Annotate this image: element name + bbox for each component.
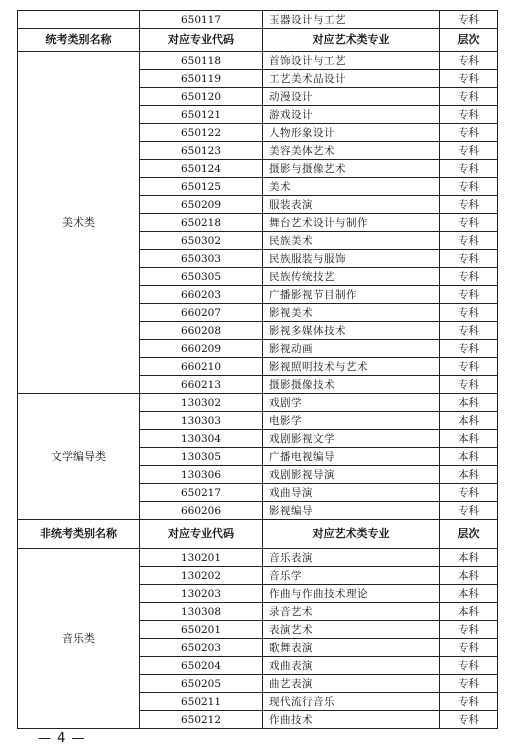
major-code-cell: 660210 xyxy=(140,358,263,376)
major-code-cell: 660206 xyxy=(140,502,263,520)
major-name-cell: 首饰设计与工艺 xyxy=(263,52,440,70)
major-name-cell: 摄影摄像技术 xyxy=(263,376,440,394)
degree-level-cell: 专科 xyxy=(440,232,498,250)
major-name-cell: 人物形象设计 xyxy=(263,124,440,142)
table-header-row xyxy=(18,29,498,52)
header-code: 对应专业代码 xyxy=(140,520,263,549)
major-name-cell: 音乐表演 xyxy=(263,549,440,567)
major-code-cell: 650302 xyxy=(140,232,263,250)
degree-level-cell: 本科 xyxy=(440,549,498,567)
major-name-cell: 美容美体艺术 xyxy=(263,142,440,160)
major-code-cell: 650212 xyxy=(140,711,263,729)
major-name-cell: 影视多媒体技术 xyxy=(263,322,440,340)
major-name-cell: 曲艺表演 xyxy=(263,675,440,693)
category-continuation-cell xyxy=(18,11,140,29)
major-name-cell: 服装表演 xyxy=(263,196,440,214)
major-code-cell: 650201 xyxy=(140,621,263,639)
major-code-cell: 650204 xyxy=(140,657,263,675)
major-code-cell: 130308 xyxy=(140,603,263,621)
category-name-cell: 文学编导类 xyxy=(18,394,140,520)
major-code-cell: 130202 xyxy=(140,567,263,585)
major-name-cell: 音乐学 xyxy=(263,567,440,585)
table-row xyxy=(18,549,498,567)
major-name-cell: 歌舞表演 xyxy=(263,639,440,657)
degree-level-cell: 专科 xyxy=(440,11,498,29)
major-code-cell: 660207 xyxy=(140,304,263,322)
degree-level-cell: 专科 xyxy=(440,160,498,178)
degree-level-cell: 专科 xyxy=(440,693,498,711)
major-code-cell: 660203 xyxy=(140,286,263,304)
major-code-cell: 660213 xyxy=(140,376,263,394)
degree-level-cell: 本科 xyxy=(440,567,498,585)
degree-level-cell: 专科 xyxy=(440,106,498,124)
major-name-cell: 现代流行音乐 xyxy=(263,693,440,711)
major-name-cell: 影视照明技术与艺术 xyxy=(263,358,440,376)
major-code-cell: 650123 xyxy=(140,142,263,160)
degree-level-cell: 专科 xyxy=(440,304,498,322)
degree-level-cell: 专科 xyxy=(440,250,498,268)
major-name-cell: 影视美术 xyxy=(263,304,440,322)
major-code-cell: 650218 xyxy=(140,214,263,232)
degree-level-cell: 专科 xyxy=(440,340,498,358)
major-code-cell: 650203 xyxy=(140,639,263,657)
degree-level-cell: 专科 xyxy=(440,88,498,106)
degree-level-cell: 专科 xyxy=(440,196,498,214)
major-name-cell: 玉器设计与工艺 xyxy=(263,11,440,29)
table-row xyxy=(18,394,498,412)
degree-level-cell: 专科 xyxy=(440,142,498,160)
major-name-cell: 民族美术 xyxy=(263,232,440,250)
degree-level-cell: 本科 xyxy=(440,430,498,448)
degree-level-cell: 本科 xyxy=(440,412,498,430)
degree-level-cell: 专科 xyxy=(440,268,498,286)
degree-level-cell: 专科 xyxy=(440,711,498,729)
major-code-cell: 660208 xyxy=(140,322,263,340)
major-code-cell: 130302 xyxy=(140,394,263,412)
major-name-cell: 电影学 xyxy=(263,412,440,430)
header-major: 对应艺术类专业 xyxy=(263,29,440,52)
degree-level-cell: 专科 xyxy=(440,502,498,520)
degree-level-cell: 专科 xyxy=(440,639,498,657)
major-code-cell: 130306 xyxy=(140,466,263,484)
major-name-cell: 游戏设计 xyxy=(263,106,440,124)
degree-level-cell: 本科 xyxy=(440,466,498,484)
major-name-cell: 广播电视编导 xyxy=(263,448,440,466)
header-major: 对应艺术类专业 xyxy=(263,520,440,549)
major-name-cell: 影视动画 xyxy=(263,340,440,358)
major-name-cell: 美术 xyxy=(263,178,440,196)
degree-level-cell: 本科 xyxy=(440,448,498,466)
major-name-cell: 戏剧学 xyxy=(263,394,440,412)
degree-level-cell: 专科 xyxy=(440,52,498,70)
table-row xyxy=(18,11,498,29)
major-code-cell: 130305 xyxy=(140,448,263,466)
major-name-cell: 广播影视节目制作 xyxy=(263,286,440,304)
major-code-cell: 650217 xyxy=(140,484,263,502)
major-code-cell: 650211 xyxy=(140,693,263,711)
major-code-cell: 650209 xyxy=(140,196,263,214)
degree-level-cell: 专科 xyxy=(440,322,498,340)
header-level: 层次 xyxy=(440,29,498,52)
major-code-cell: 660209 xyxy=(140,340,263,358)
major-code-cell: 650117 xyxy=(140,11,263,29)
major-name-cell: 民族传统技艺 xyxy=(263,268,440,286)
major-name-cell: 动漫设计 xyxy=(263,88,440,106)
table-header-row xyxy=(18,520,498,549)
degree-level-cell: 本科 xyxy=(440,394,498,412)
major-name-cell: 表演艺术 xyxy=(263,621,440,639)
major-code-cell: 650122 xyxy=(140,124,263,142)
header-code: 对应专业代码 xyxy=(140,29,263,52)
major-name-cell: 录音艺术 xyxy=(263,603,440,621)
degree-level-cell: 专科 xyxy=(440,358,498,376)
major-code-cell: 650303 xyxy=(140,250,263,268)
category-name-cell: 美术类 xyxy=(18,52,140,394)
degree-level-cell: 专科 xyxy=(440,178,498,196)
major-code-cell: 650118 xyxy=(140,52,263,70)
major-name-cell: 戏曲导演 xyxy=(263,484,440,502)
degree-level-cell: 专科 xyxy=(440,286,498,304)
degree-level-cell: 专科 xyxy=(440,376,498,394)
major-catalog-table xyxy=(17,10,498,729)
degree-level-cell: 专科 xyxy=(440,70,498,88)
degree-level-cell: 专科 xyxy=(440,657,498,675)
major-code-cell: 130203 xyxy=(140,585,263,603)
major-name-cell: 戏曲表演 xyxy=(263,657,440,675)
degree-level-cell: 专科 xyxy=(440,214,498,232)
major-name-cell: 作曲技术 xyxy=(263,711,440,729)
major-code-cell: 650124 xyxy=(140,160,263,178)
table-row xyxy=(18,52,498,70)
major-name-cell: 作曲与作曲技术理论 xyxy=(263,585,440,603)
major-code-cell: 650120 xyxy=(140,88,263,106)
major-code-cell: 650305 xyxy=(140,268,263,286)
major-name-cell: 摄影与摄像艺术 xyxy=(263,160,440,178)
major-code-cell: 130303 xyxy=(140,412,263,430)
major-code-cell: 650125 xyxy=(140,178,263,196)
major-code-cell: 130304 xyxy=(140,430,263,448)
degree-level-cell: 本科 xyxy=(440,603,498,621)
degree-level-cell: 专科 xyxy=(440,124,498,142)
degree-level-cell: 专科 xyxy=(440,621,498,639)
major-code-cell: 650121 xyxy=(140,106,263,124)
major-name-cell: 民族服装与服饰 xyxy=(263,250,440,268)
category-name-cell: 音乐类 xyxy=(18,549,140,729)
major-name-cell: 工艺美术品设计 xyxy=(263,70,440,88)
page-number: — 4 — xyxy=(38,731,86,746)
major-code-cell: 650119 xyxy=(140,70,263,88)
major-name-cell: 戏剧影视文学 xyxy=(263,430,440,448)
major-code-cell: 650205 xyxy=(140,675,263,693)
header-cat: 非统考类别名称 xyxy=(18,520,140,549)
major-name-cell: 舞台艺术设计与制作 xyxy=(263,214,440,232)
major-name-cell: 影视编导 xyxy=(263,502,440,520)
header-level: 层次 xyxy=(440,520,498,549)
degree-level-cell: 专科 xyxy=(440,675,498,693)
major-code-cell: 130201 xyxy=(140,549,263,567)
major-name-cell: 戏剧影视导演 xyxy=(263,466,440,484)
degree-level-cell: 专科 xyxy=(440,484,498,502)
header-cat: 统考类别名称 xyxy=(18,29,140,52)
degree-level-cell: 本科 xyxy=(440,585,498,603)
